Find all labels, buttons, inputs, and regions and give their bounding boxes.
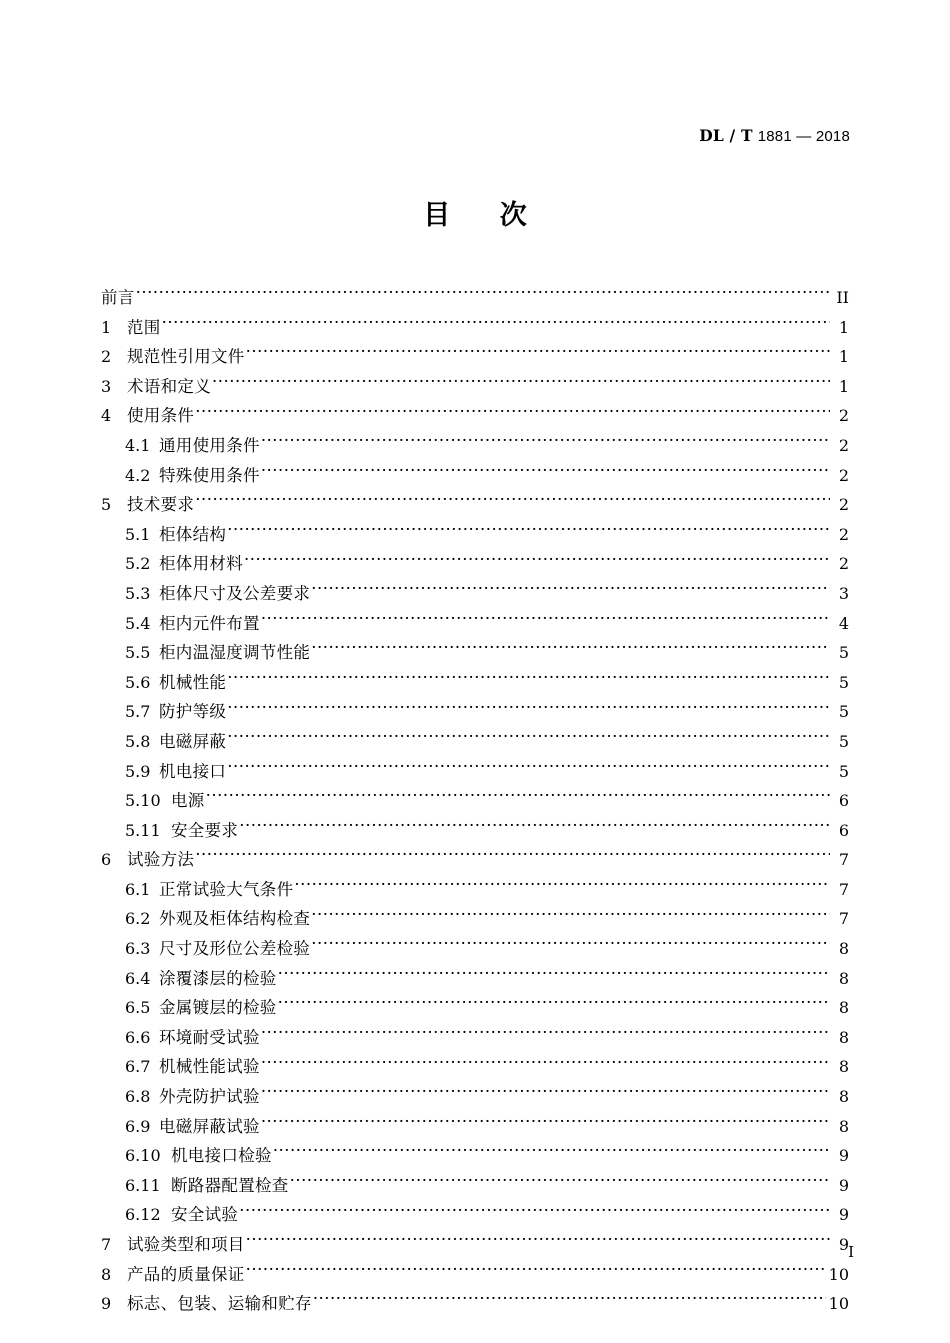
- toc-entry[interactable]: [101, 993, 849, 1023]
- toc-entry-label: 机电接口检验: [171, 1146, 272, 1166]
- toc-entry-page: 7: [838, 909, 849, 929]
- toc-entry-number: 6.5: [125, 998, 151, 1018]
- toc-entry-label: 试验类型和项目: [127, 1235, 245, 1254]
- toc-dot-leader: [278, 997, 830, 1014]
- toc-dot-leader: [261, 464, 830, 481]
- toc-entry-label: 产品的质量保证: [127, 1264, 245, 1284]
- toc-entry-label: 试验方法: [127, 850, 195, 870]
- toc-entry-number: 6.12: [125, 1205, 161, 1225]
- toc-entry-page: 9: [838, 1235, 849, 1254]
- toc-dot-leader: [239, 819, 830, 836]
- toc-dot-leader: [294, 878, 830, 895]
- toc-dot-leader: [227, 523, 830, 540]
- toc-dot-leader: [261, 612, 830, 629]
- toc-entry-label: 尺寸及形位公差检验: [159, 939, 311, 959]
- toc-entry-number: 5.4: [125, 613, 151, 633]
- toc-entry-number: 3: [101, 376, 112, 396]
- toc-entry-label: 柜内温湿度调节性能: [159, 643, 311, 663]
- toc-entry[interactable]: [101, 668, 849, 698]
- toc-entry-page: 1: [838, 376, 849, 396]
- toc-entry-label: 柜内元件布置: [159, 613, 260, 633]
- toc-dot-leader: [227, 730, 830, 747]
- toc-entry-label: 环境耐受试验: [159, 1027, 260, 1047]
- toc-dot-leader: [290, 1174, 830, 1191]
- toc-entry-number: 5.7: [125, 702, 151, 722]
- toc-dot-leader: [246, 1263, 826, 1280]
- toc-entry-label: 正常试验大气条件: [159, 879, 294, 899]
- toc-dot-leader: [195, 405, 830, 422]
- toc-entry[interactable]: [101, 727, 849, 757]
- toc-entry-page: 10: [828, 1264, 849, 1284]
- toc-dot-leader: [311, 908, 830, 925]
- toc-entry-number: 5.1: [125, 524, 151, 544]
- toc-entry-label: 通用使用条件: [159, 435, 260, 455]
- toc-dot-leader: [206, 790, 830, 807]
- toc-entry-number: 6.2: [125, 909, 151, 929]
- toc-entry[interactable]: [101, 461, 849, 491]
- toc-entry-page: 7: [838, 850, 849, 870]
- toc-entry-page: 7: [838, 879, 849, 899]
- toc-entry[interactable]: [101, 845, 849, 875]
- toc-entry-page: 2: [838, 524, 849, 544]
- toc-entry-number: 5.10: [125, 791, 161, 811]
- toc-entry-page: 8: [838, 1027, 849, 1047]
- toc-entry-number: 6.7: [125, 1057, 151, 1077]
- toc-entry-number: 2: [101, 347, 112, 367]
- toc-entry-number: 7: [101, 1235, 112, 1254]
- toc-entry[interactable]: [101, 342, 849, 372]
- toc-entry-label: 范围: [127, 317, 161, 337]
- toc-entry-label: 防护等级: [159, 702, 227, 722]
- toc-entry-page: 8: [838, 939, 849, 959]
- toc-dot-leader: [278, 967, 830, 984]
- toc-entry-number: 8: [101, 1264, 112, 1284]
- toc-dot-leader: [239, 1204, 830, 1221]
- toc-dot-leader: [246, 1234, 830, 1251]
- toc-entry-page: 8: [838, 1116, 849, 1136]
- toc-dot-leader: [261, 434, 830, 451]
- toc-entry[interactable]: [101, 934, 849, 964]
- toc-entry-page: 5: [838, 702, 849, 722]
- toc-dot-leader: [244, 553, 830, 570]
- toc-entry[interactable]: [101, 372, 849, 402]
- toc-entry-page: 8: [838, 998, 849, 1018]
- toc-dot-leader: [227, 760, 830, 777]
- toc-entry-number: 6.10: [125, 1146, 161, 1166]
- toc-entry-page: 8: [838, 1087, 849, 1107]
- toc-dot-leader: [136, 287, 830, 304]
- toc-entry[interactable]: [101, 609, 849, 639]
- toc-entry-page: 10: [828, 1294, 849, 1314]
- toc-entry-label: 规范性引用文件: [127, 347, 245, 367]
- toc-entry-number: 6.11: [125, 1175, 161, 1195]
- toc-entry-page: 6: [838, 820, 849, 840]
- toc-entry[interactable]: [101, 1289, 849, 1319]
- toc-entry-number: 6: [101, 850, 112, 870]
- toc-entry[interactable]: [101, 786, 849, 816]
- toc-entry-page: 9: [838, 1146, 849, 1166]
- toc-entry[interactable]: [101, 1023, 849, 1053]
- toc-dot-leader: [261, 1115, 830, 1132]
- toc-entry-label: 前言: [101, 288, 135, 307]
- toc-entry[interactable]: [101, 1230, 849, 1260]
- toc-dot-leader: [227, 701, 830, 718]
- page-title: 目 次: [423, 200, 547, 231]
- toc-entry-label: 柜体用材料: [159, 554, 243, 574]
- toc-entry[interactable]: [101, 1171, 849, 1201]
- toc-entry[interactable]: [101, 964, 849, 994]
- toc-entry-label: 外壳防护试验: [159, 1087, 260, 1107]
- toc-entry[interactable]: [101, 875, 849, 905]
- toc-entry-label: 机电接口: [159, 761, 227, 781]
- toc-entry-page: 2: [838, 495, 849, 515]
- toc-entry[interactable]: [101, 1260, 849, 1290]
- toc-entry[interactable]: [101, 638, 849, 668]
- toc-entry-page: 6: [838, 791, 849, 811]
- toc-entry-number: 4.2: [125, 465, 151, 485]
- toc-entry-number: 9: [101, 1294, 112, 1314]
- toc-entry-number: 5.9: [125, 761, 151, 781]
- standard-prefix: DL / T: [699, 126, 753, 145]
- toc-entry-label: 机械性能: [159, 672, 227, 692]
- toc-entry-page: 3: [838, 583, 849, 603]
- toc-entry-number: 1: [101, 317, 112, 337]
- toc-entry[interactable]: [101, 1141, 849, 1171]
- toc-dot-leader: [195, 849, 830, 866]
- toc-entry[interactable]: [101, 431, 849, 461]
- toc-entry-number: 5.6: [125, 672, 151, 692]
- toc-entry-label: 涂覆漆层的检验: [159, 968, 277, 988]
- toc-dot-leader: [313, 1293, 826, 1310]
- toc-entry-label: 柜体尺寸及公差要求: [159, 583, 311, 603]
- standard-header: [699, 128, 850, 144]
- toc-dot-leader: [311, 938, 830, 955]
- toc-entry-label: 安全试验: [171, 1205, 239, 1225]
- toc-entry-label: 金属镀层的检验: [159, 998, 277, 1018]
- toc-entry-number: 6.1: [125, 879, 151, 899]
- toc-entry-page: 5: [838, 643, 849, 663]
- toc-entry[interactable]: [101, 816, 849, 846]
- toc-entry-page: 9: [838, 1205, 849, 1225]
- toc-entry[interactable]: [101, 520, 849, 550]
- toc-dot-leader: [195, 494, 830, 511]
- toc-entry-page: 1: [838, 317, 849, 337]
- toc-entry-label: 断路器配置检查: [171, 1175, 289, 1195]
- toc-entry-label: 技术要求: [127, 495, 195, 515]
- toc-entry-page: 2: [838, 435, 849, 455]
- toc-dot-leader: [311, 642, 830, 659]
- toc-entry-label: 机械性能试验: [159, 1057, 260, 1077]
- toc-entry-label: 外观及柜体结构检查: [159, 909, 311, 929]
- toc-entry[interactable]: [101, 549, 849, 579]
- toc-entry[interactable]: [101, 283, 849, 313]
- toc-entry-label: 柜体结构: [159, 524, 227, 544]
- toc-entry[interactable]: [101, 401, 849, 431]
- toc-dot-leader: [273, 1145, 830, 1162]
- toc-entry-number: 6.6: [125, 1027, 151, 1047]
- toc-entry-label: 标志、包装、运输和贮存: [127, 1294, 312, 1314]
- toc-entry-number: 4: [101, 406, 112, 426]
- toc-entry-label: 特殊使用条件: [159, 465, 260, 485]
- toc-entry[interactable]: [101, 1200, 849, 1230]
- toc-dot-leader: [261, 1056, 830, 1073]
- toc-entry-label: 安全要求: [171, 820, 239, 840]
- toc-entry-number: 5.8: [125, 731, 151, 751]
- toc-entry-number: 5: [101, 495, 112, 515]
- toc-dot-leader: [162, 316, 830, 333]
- toc-entry-page: 8: [838, 968, 849, 988]
- toc-entry-number: 5.2: [125, 554, 151, 574]
- toc-dot-leader: [246, 346, 830, 363]
- toc-entry-label: 电源: [171, 791, 205, 811]
- toc-entry-number: 6.9: [125, 1116, 151, 1136]
- toc-entry-label: 电磁屏蔽: [159, 731, 227, 751]
- toc-entry-label: 电磁屏蔽试验: [159, 1116, 260, 1136]
- toc-entry-page: 5: [838, 731, 849, 751]
- table-of-contents: [101, 283, 849, 1319]
- toc-entry[interactable]: [101, 1052, 849, 1082]
- toc-entry-label: 术语和定义: [127, 376, 211, 396]
- toc-entry[interactable]: [101, 1082, 849, 1112]
- toc-entry[interactable]: [101, 579, 849, 609]
- toc-entry-number: 6.8: [125, 1087, 151, 1107]
- toc-entry[interactable]: [101, 904, 849, 934]
- toc-entry-number: 5.11: [125, 820, 161, 840]
- toc-dot-leader: [261, 1026, 830, 1043]
- toc-dot-leader: [212, 375, 830, 392]
- toc-dot-leader: [227, 671, 830, 688]
- toc-entry-page: II: [836, 288, 849, 307]
- toc-entry-page: 2: [838, 465, 849, 485]
- toc-entry-number: 6.4: [125, 968, 151, 988]
- toc-entry-page: 8: [838, 1057, 849, 1077]
- toc-entry-number: 6.3: [125, 939, 151, 959]
- toc-entry[interactable]: [101, 697, 849, 727]
- toc-dot-leader: [261, 1086, 830, 1103]
- toc-entry-number: 5.5: [125, 643, 151, 663]
- footer-page-number: I: [848, 1243, 854, 1261]
- toc-entry-label: 使用条件: [127, 406, 195, 426]
- toc-entry-page: 2: [838, 406, 849, 426]
- toc-entry-page: 9: [838, 1175, 849, 1195]
- toc-entry[interactable]: [101, 757, 849, 787]
- toc-dot-leader: [311, 582, 830, 599]
- toc-entry-page: 5: [838, 672, 849, 692]
- toc-entry-page: 1: [838, 347, 849, 367]
- toc-entry[interactable]: [101, 1112, 849, 1142]
- toc-entry-number: 4.1: [125, 435, 151, 455]
- toc-entry-page: 4: [838, 613, 849, 633]
- toc-entry-page: 5: [838, 761, 849, 781]
- toc-entry-page: 2: [838, 554, 849, 574]
- standard-number: 1881 — 2018: [757, 128, 850, 145]
- toc-entry-number: 5.3: [125, 583, 151, 603]
- toc-entry[interactable]: [101, 313, 849, 343]
- toc-entry[interactable]: [101, 490, 849, 520]
